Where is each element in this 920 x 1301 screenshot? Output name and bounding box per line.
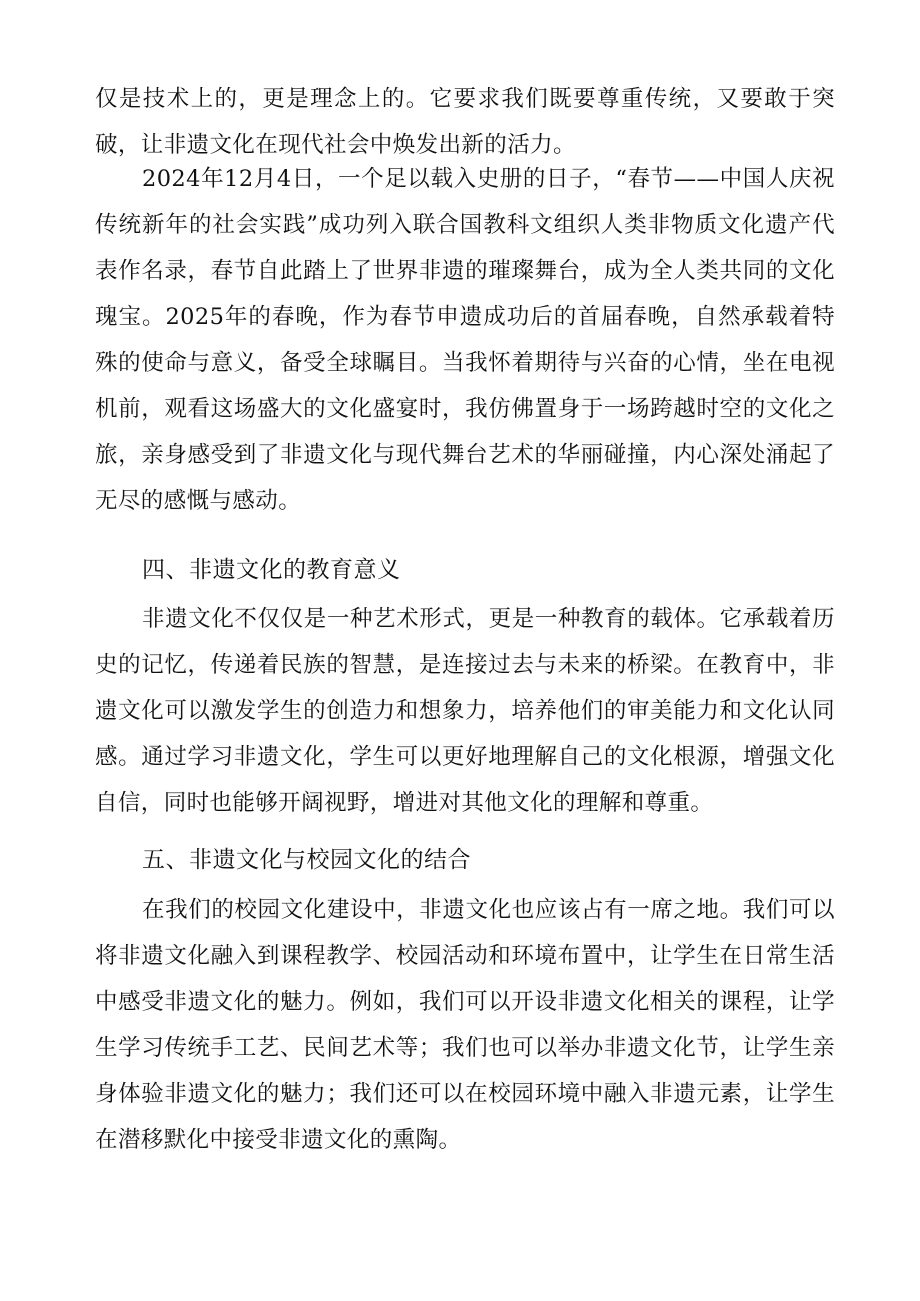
paragraph-education-meaning: 非遗文化不仅仅是一种艺术形式，更是一种教育的载体。它承载着历史的记忆，传递着民族的智慧，是连接过去与未来的桥梁。在教育中，非遗文化可以激发学生的创造力和想象力，培养他们的审美能力和文化认同感。通过学习非遗文化，学生可以更好地理解自己的文化根源，增强文化自信，同时也能够开阔视野，增进对其他文化的理解和尊重。 <box>95 606 835 816</box>
section-heading-5: 五、非遗文化与校园文化的结合 <box>142 847 471 873</box>
paragraph-campus-culture: 在我们的校园文化建设中，非遗文化也应该占有一席之地。我们可以将非遗文化融入到课程教学、校园活动和环境布置中，让学生在日常生活中感受非遗文化的魅力。例如，我们可以开设非遗文化相关的课程，让学生学习传统手工艺、民间艺术等；我们也可以举办非遗文化节，让学生亲身体验非遗文化的魅力；我们还可以在校园环境中融入非遗元素，让学生在潜移默化中接受非遗文化的熏陶。 <box>95 897 835 1153</box>
section-heading-4: 四、非遗文化的教育意义 <box>142 557 401 583</box>
paragraph-spring-festival: 2024年12月4日，一个足以载入史册的日子，“春节——中国人庆祝传统新年的社会实践”成功列入联合国教科文组织人类非物质文化遗产代表作名录，春节自此踏上了世界非遗的璀璨舞台，成为全人类共同的文化瑰宝。2025年的春晚，作为春节申遗成功后的首届春晚，自然承载着特殊的使命与意义，备受全球瞩目。当我怀着期待与兴奋的心情，坐在电视机前，观看这场盛大的文化盛宴时，我仿佛置身于一场跨越时空的文化之旅，亲身感受到了非遗文化与现代舞台艺术的华丽碰撞，内心深处涌起了无尽的感慨与感动。 <box>95 166 835 514</box>
paragraph-continuation: 仅是技术上的，更是理念上的。它要求我们既要尊重传统，又要敢于突破，让非遗文化在现代社会中焕发出新的活力。 <box>95 86 835 158</box>
